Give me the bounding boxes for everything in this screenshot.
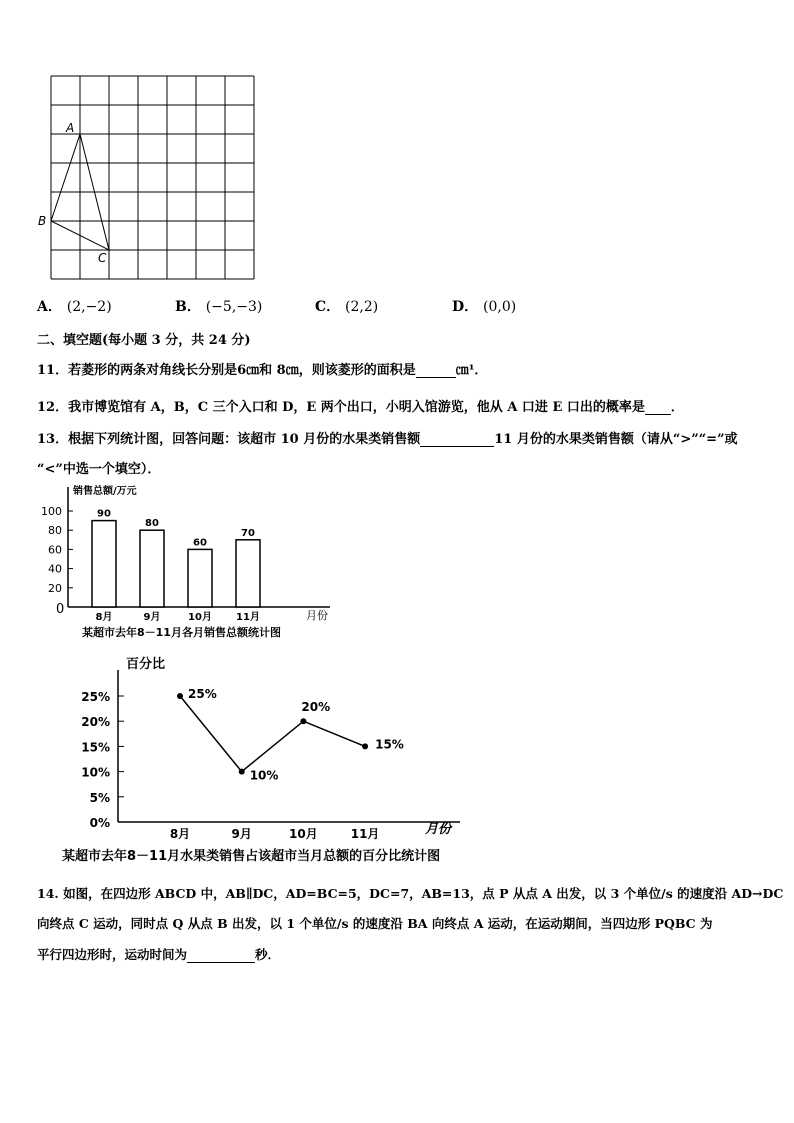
x-axis-label: 月份 (306, 609, 328, 622)
data-label: 25% (188, 687, 217, 701)
option-b[interactable]: B． (−5,−3) (175, 299, 263, 315)
question-11: 11．若菱形的两条对角线长分别是6㎝和 8㎝，则该菱形的面积是 ㎝¹． (37, 363, 488, 378)
tick-label: 40 (48, 562, 62, 576)
x-tick-label: 8月 (95, 612, 113, 623)
answer-blank-13[interactable] (420, 432, 494, 447)
x-tick-label: 11月 (236, 612, 260, 623)
data-label: 70 (241, 527, 255, 539)
question-12: 12．我市博览馆有 A，B，C 三个入口和 D，E 两个出口，小明入馆游览，他从 A 口进 E 口出的概率是 ． (37, 400, 684, 415)
data-label: 15% (375, 737, 404, 752)
x-tick-label: 9月 (231, 827, 252, 841)
data-point (300, 718, 306, 724)
section-title: 二、填空题(每小题 3 分，共 24 分) (37, 333, 251, 348)
option-a[interactable]: A． (2,−2) (37, 299, 112, 315)
x-tick-label: 11月 (350, 827, 380, 841)
tick-label: 25% (81, 690, 110, 704)
question-14-line2: 向终点 C 运动，同时点 Q 从点 B 出发，以 1 个单位/s 的速度沿 BA 向终点 A 运动，在运动期间，当四边形 PQBC 为 (37, 916, 713, 931)
y-axis-label: 百分比 (126, 657, 166, 672)
x-tick-label: 8月 (169, 827, 191, 841)
tick-label: 10% (81, 765, 110, 780)
tick-label: 80 (48, 524, 62, 538)
option-c[interactable]: C． (2,2) (315, 299, 379, 315)
data-label: 10% (249, 768, 279, 783)
question-13: 13．根据下列统计图，回答问题：该超市 10 月份的水果类销售额 11 月份的水果类销售额（请从“>”“=”或 (37, 432, 738, 447)
series-line (180, 696, 365, 772)
tick-label: 20% (81, 715, 110, 730)
data-label: 90 (97, 508, 111, 520)
label-c: C (98, 251, 107, 265)
tick-label: 20 (48, 581, 62, 595)
tick-label: 60 (48, 543, 62, 557)
data-label: 20% (301, 700, 331, 715)
x-tick-label: 10月 (188, 612, 212, 623)
answer-blank-11[interactable] (416, 363, 456, 378)
bar (92, 521, 116, 607)
data-label: 60 (193, 537, 207, 549)
x-tick-label: 9月 (143, 612, 161, 623)
x-tick-label: 10月 (289, 827, 318, 841)
data-point (239, 769, 245, 775)
data-point (177, 693, 183, 699)
data-label: 80 (145, 518, 159, 530)
bar (188, 549, 212, 607)
label-a: A (66, 121, 75, 135)
answer-blank-14[interactable] (187, 948, 255, 963)
tick-label: 5% (89, 790, 110, 805)
data-point (362, 743, 368, 749)
tick-label: 15% (81, 740, 110, 755)
answer-blank-12[interactable] (645, 400, 671, 415)
y-axis-label: 销售总额/万元 (73, 486, 137, 497)
option-d[interactable]: D． (0,0) (452, 299, 517, 315)
chart-title: 某超市去年8－11月水果类销售占该超市当月总额的百分比统计图 (62, 849, 441, 864)
question-14-line3: 平行四边形时，运动时间为 秒． (37, 947, 281, 962)
tick-label: 0% (89, 816, 110, 830)
tick-label: 0 (56, 602, 65, 617)
tick-label: 100 (41, 505, 62, 518)
label-b: B (38, 214, 47, 228)
bar (140, 530, 164, 607)
question-13-line2: “<”中选一个填空）． (37, 462, 161, 477)
chart-title: 某超市去年8－11月各月销售总额统计图 (82, 626, 281, 639)
x-axis-label: 月份 (425, 822, 452, 837)
bar (236, 540, 260, 607)
question-14-line1: 14. 如图，在四边形 ABCD 中，AB∥DC，AD=BC=5，DC=7，AB=13，点 P 从点 A 出发，以 3 个单位/s 的速度沿 AD→DC (37, 886, 784, 901)
grid-figure (0, 0, 300, 290)
